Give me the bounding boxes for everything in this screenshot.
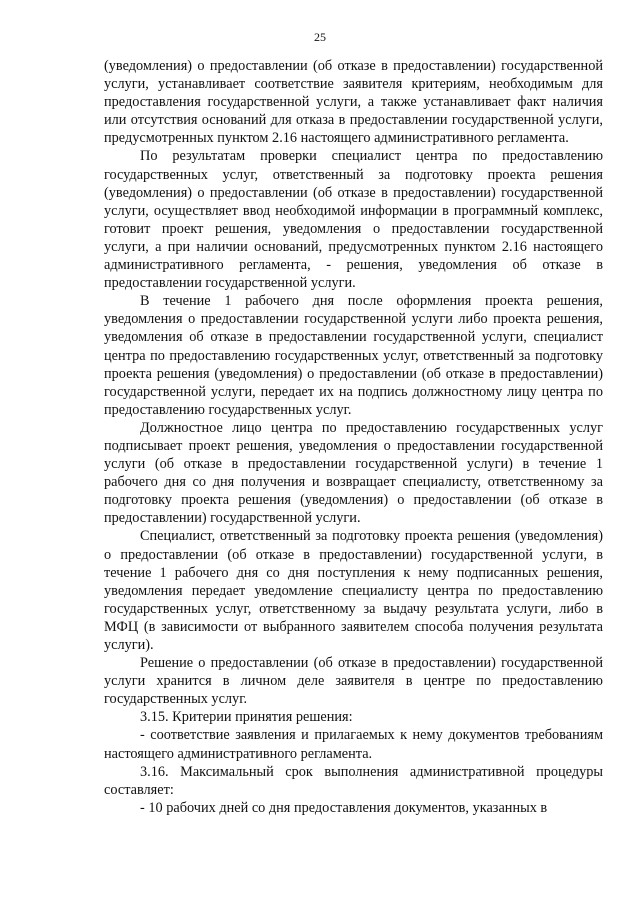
paragraph: В течение 1 рабочего дня после оформления проекта решения, уведомления о предоставлении государственной услуги либо проекта решения, уведомления об отказе в предоставлении государственной услуги, специалист центра по предоставлению государственных услуг, ответственный за подготовку проекта решения (уведомления) о предоставлении (об отказе в предоставлении) государственной услуги, передает их на подпись должностному лицу центра по предоставлению государственных услуг.	[104, 293, 603, 418]
section-heading: 3.15. Критерии принятия решения:	[140, 709, 353, 726]
page-number: 25	[314, 30, 326, 44]
list-item: - соответствие заявления и прилагаемых к нему документов требованиям настоящего административного регламента.	[104, 727, 603, 762]
paragraph: Специалист, ответственный за подготовку проекта решения (уведомления) о предоставлении (об отказе в предоставлении) государственной услуги, в течение 1 рабочего дня со дня поступления к нему подписанных решения, уведомления передает уведомление специалисту центра по предоставлению государственных услуг, ответственному за выдачу результата услуги, либо в МФЦ (в зависимости от выбранного заявителем способа получения результата услуги).	[104, 528, 603, 653]
paragraph: Решение о предоставлении (об отказе в предоставлении) государственной услуги хранится в личном деле заявителя в центре по предоставлению государственных услуг.	[104, 655, 603, 708]
paragraph: Должностное лицо центра по предоставлению государственных услуг подписывает проект решения, уведомления о предоставлении государственной услуги (об отказе в предоставлении государственной услуги) в течение 1 рабочего дня со дня получения и возвращает специалисту, ответственному за подготовку проекта решения (уведомления) о предоставлении (об отказе в предоставлении) государственной услуги.	[104, 419, 603, 527]
list-item: - 10 рабочих дней со дня предоставления документов, указанных в	[140, 799, 548, 816]
document-body	[104, 57, 603, 817]
paragraph: По результатам проверки специалист центра по предоставлению государственных услуг, ответственный за подготовку проекта решения (уведомления) о предоставлении (об отказе в предоставлении) государственной услуги, осуществляет ввод необходимой информации в программный комплекс, готовит проект решения, уведомления о предоставлении государственной услуги, а при наличии оснований, предусмотренных пунктом 2.16 настоящего административного регламента, - решения, уведомления об отказе в предоставлении государственной услуги.	[104, 148, 603, 292]
section-heading: 3.16. Максимальный срок выполнения административной процедуры составляет:	[104, 763, 603, 798]
paragraph: (уведомления) о предоставлении (об отказе в предоставлении) государственной услуги, устанавливает соответствие заявителя критериям, необходимым для предоставления государственной услуги, а также устанавливает факт наличия или отсутствия оснований для отказа в предоставлении государственной услуги, предусмотренных пунктом 2.16 настоящего административного регламента.	[104, 58, 603, 147]
